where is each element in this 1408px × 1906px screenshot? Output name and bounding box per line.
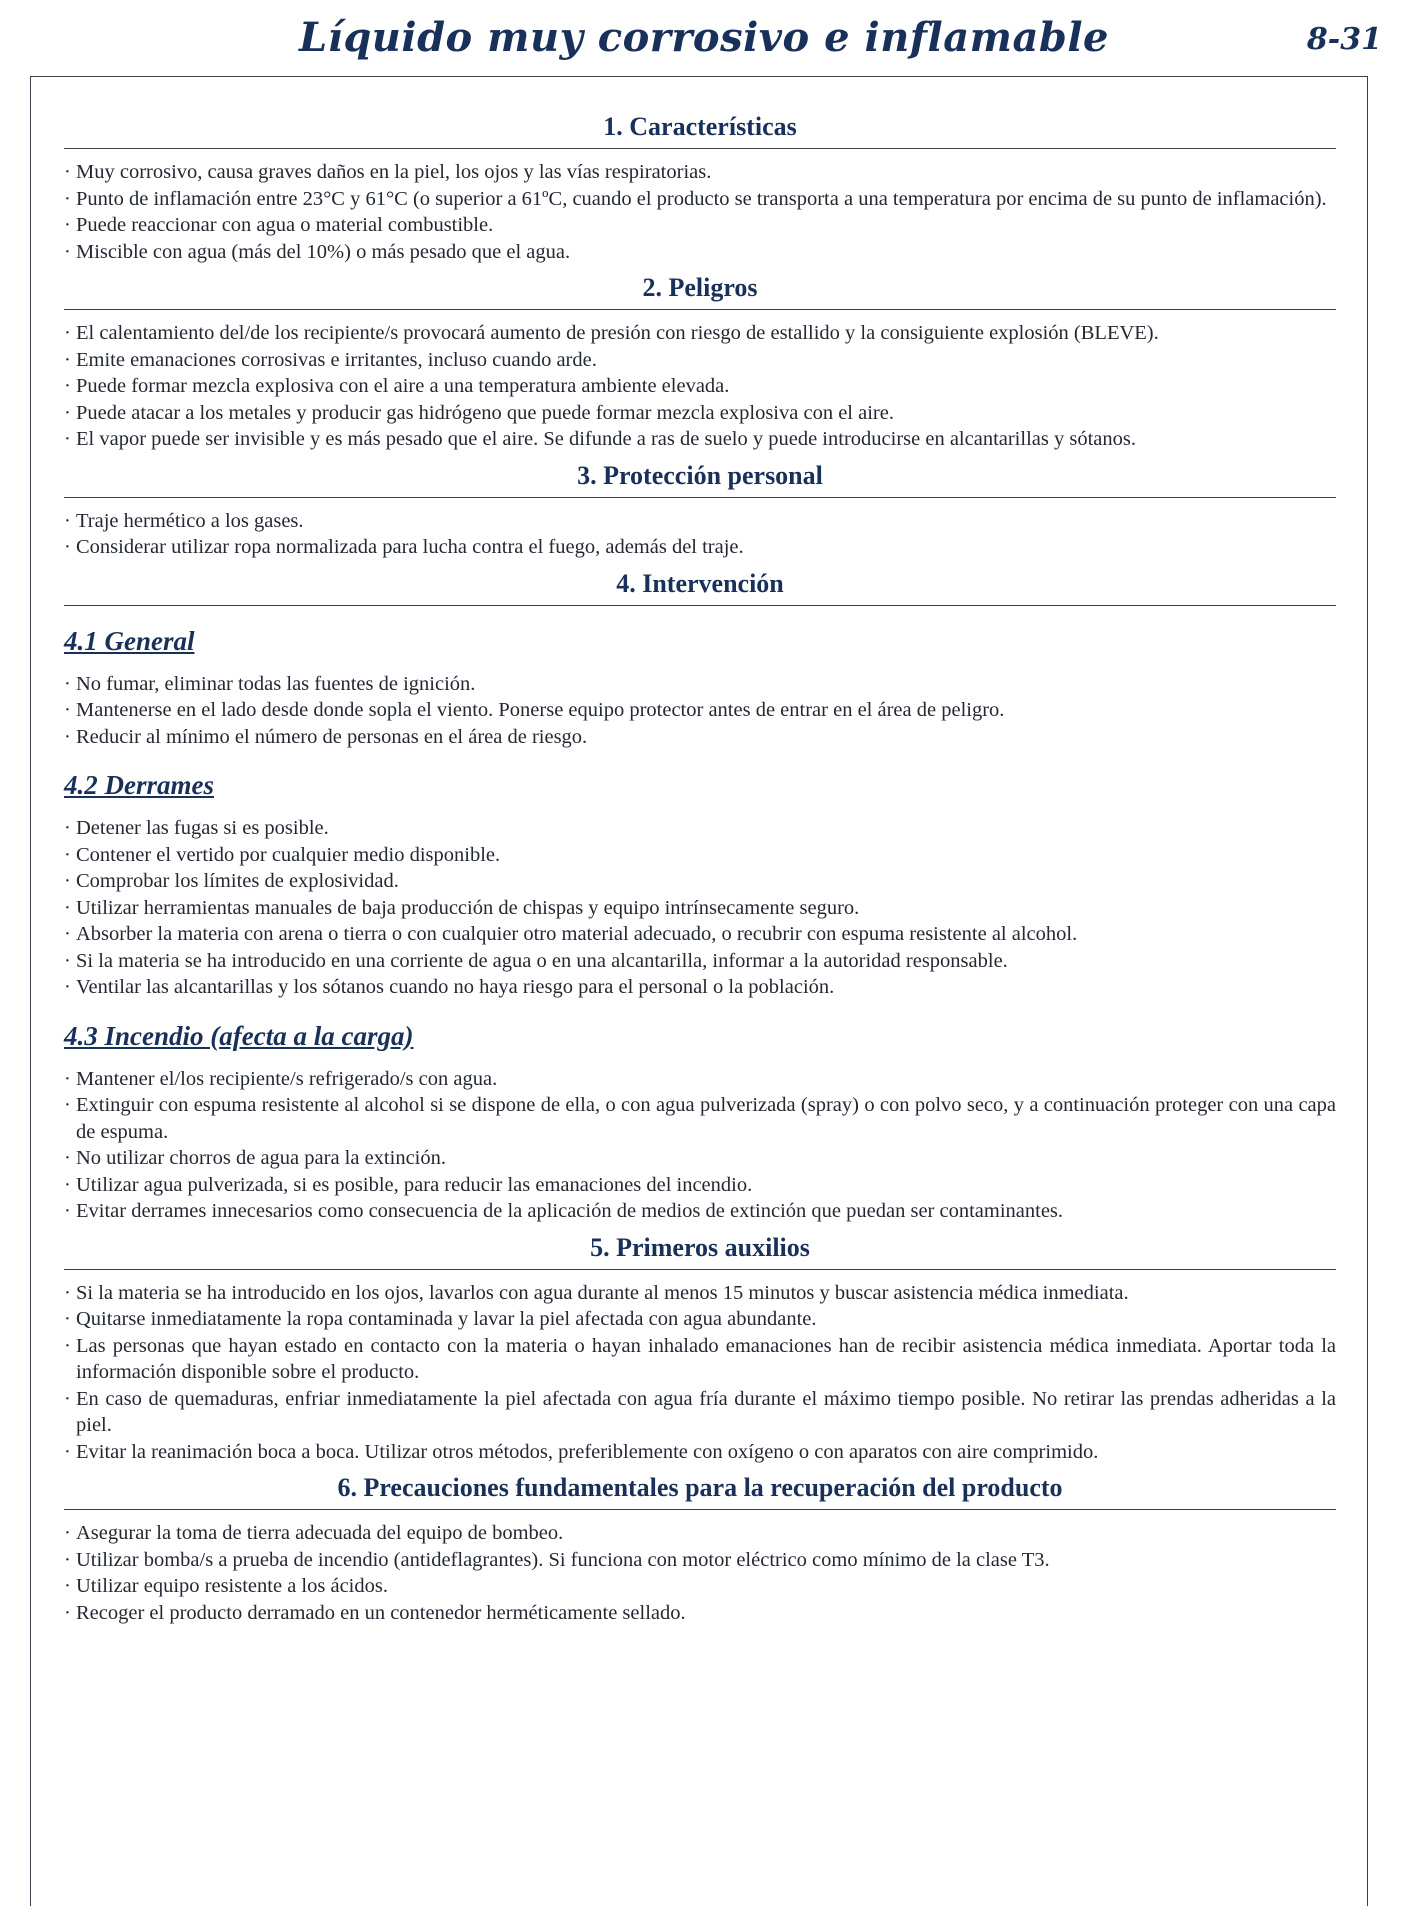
- list-item: · No utilizar chorros de agua para la extinción.: [64, 1145, 1336, 1172]
- list-item: · Considerar utilizar ropa normalizada para lucha contra el fuego, además del traje.: [64, 534, 1336, 561]
- bullet-list: [64, 671, 1336, 751]
- page-number: 8-31: [1306, 22, 1382, 57]
- list-item: · Extinguir con espuma resistente al alcohol si se dispone de ella, o con agua pulverizada (spray) o con polvo seco, y a continuación proteger con una capa de espuma.: [64, 1092, 1336, 1145]
- list-item: · Las personas que hayan estado en contacto con la materia o hayan inhalado emanaciones han de recibir asistencia médica inmediata. Aportar toda la información disponible sobre el producto.: [64, 1333, 1336, 1386]
- list-item: · Muy corrosivo, causa graves daños en la piel, los ojos y las vías respiratorias.: [64, 159, 1336, 186]
- bullet-list: [64, 1280, 1336, 1466]
- bullet-list: [64, 320, 1336, 453]
- list-item: · Emite emanaciones corrosivas e irritantes, incluso cuando arde.: [64, 347, 1336, 374]
- subsection-title: 4.2 Derrames: [64, 770, 214, 800]
- list-item: · Puede reaccionar con agua o material combustible.: [64, 212, 1336, 239]
- section-title: 6. Precauciones fundamentales para la recuperación del producto: [64, 1473, 1336, 1510]
- subsection-title: 4.3 Incendio (afecta a la carga): [64, 1020, 414, 1051]
- list-item: · Utilizar agua pulverizada, si es posible, para reducir las emanaciones del incendio.: [64, 1172, 1336, 1199]
- page-title: Líquido muy corrosivo e inflamable: [299, 14, 1109, 61]
- list-item: · Mantener el/los recipiente/s refrigerado/s con agua.: [64, 1066, 1336, 1093]
- section-title: 2. Peligros: [64, 273, 1336, 310]
- bullet-list: [64, 1520, 1336, 1626]
- list-item: · Si la materia se ha introducido en una corriente de agua o en una alcantarilla, informar a la autoridad responsable.: [64, 948, 1336, 975]
- list-item: · El vapor puede ser invisible y es más pesado que el aire. Se difunde a ras de suelo y puede introducirse en alcantarillas y sótanos.: [64, 426, 1336, 453]
- bullet-list: [64, 159, 1336, 265]
- section-title: 1. Características: [64, 112, 1336, 149]
- list-item: · Reducir al mínimo el número de personas en el área de riesgo.: [64, 724, 1336, 751]
- bullet-list: [64, 815, 1336, 1001]
- list-item: · Si la materia se ha introducido en los ojos, lavarlos con agua durante al menos 15 minutos y buscar asistencia médica inmediata.: [64, 1280, 1336, 1307]
- document-body: [64, 104, 1336, 1634]
- list-item: · Quitarse inmediatamente la ropa contaminada y lavar la piel afectada con agua abundante.: [64, 1306, 1336, 1333]
- list-item: · Puede atacar a los metales y producir gas hidrógeno que puede formar mezcla explosiva con el aire.: [64, 400, 1336, 427]
- list-item: · Comprobar los límites de explosividad.: [64, 868, 1336, 895]
- list-item: · Traje hermético a los gases.: [64, 508, 1336, 535]
- list-item: · Mantenerse en el lado desde donde sopla el viento. Ponerse equipo protector antes de entrar en el área de peligro.: [64, 697, 1336, 724]
- list-item: · Asegurar la toma de tierra adecuada del equipo de bombeo.: [64, 1520, 1336, 1547]
- list-item: · Utilizar bomba/s a prueba de incendio (antideflagrantes). Si funciona con motor eléctrico como mínimo de la clase T3.: [64, 1547, 1336, 1574]
- list-item: · Detener las fugas si es posible.: [64, 815, 1336, 842]
- section-title: 3. Protección personal: [64, 461, 1336, 498]
- list-item: · Puede formar mezcla explosiva con el aire a una temperatura ambiente elevada.: [64, 373, 1336, 400]
- list-item: · Recoger el producto derramado en un contenedor herméticamente sellado.: [64, 1600, 1336, 1627]
- bullet-list: [64, 508, 1336, 561]
- section-title: 4. Intervención: [64, 569, 1336, 606]
- list-item: · Ventilar las alcantarillas y los sótanos cuando no haya riesgo para el personal o la población.: [64, 974, 1336, 1001]
- list-item: · Contener el vertido por cualquier medio disponible.: [64, 842, 1336, 869]
- list-item: · En caso de quemaduras, enfriar inmediatamente la piel afectada con agua fría durante el máximo tiempo posible. No retirar las prendas adheridas a la piel.: [64, 1386, 1336, 1439]
- list-item: · Utilizar herramientas manuales de baja producción de chispas y equipo intrínsecamente seguro.: [64, 895, 1336, 922]
- subsection-title: 4.1 General: [64, 625, 195, 656]
- list-item: · Evitar derrames innecesarios como consecuencia de la aplicación de medios de extinción que puedan ser contaminantes.: [64, 1198, 1336, 1225]
- list-item: · Absorber la materia con arena o tierra o con cualquier otro material adecuado, o recubrir con espuma resistente al alcohol.: [64, 921, 1336, 948]
- list-item: · Miscible con agua (más del 10%) o más pesado que el agua.: [64, 239, 1336, 266]
- list-item: · Evitar la reanimación boca a boca. Utilizar otros métodos, preferiblemente con oxígeno o con aparatos con aire comprimido.: [64, 1439, 1336, 1466]
- section-title: 5. Primeros auxilios: [64, 1233, 1336, 1270]
- list-item: · No fumar, eliminar todas las fuentes de ignición.: [64, 671, 1336, 698]
- list-item: · El calentamiento del/de los recipiente/s provocará aumento de presión con riesgo de estallido y la consiguiente explosión (BLEVE).: [64, 320, 1336, 347]
- bullet-list: [64, 1066, 1336, 1225]
- list-item: · Utilizar equipo resistente a los ácidos.: [64, 1573, 1336, 1600]
- list-item: · Punto de inflamación entre 23°C y 61°C (o superior a 61ºC, cuando el producto se transporta a una temperatura por encima de su punto de inflamación).: [64, 186, 1336, 213]
